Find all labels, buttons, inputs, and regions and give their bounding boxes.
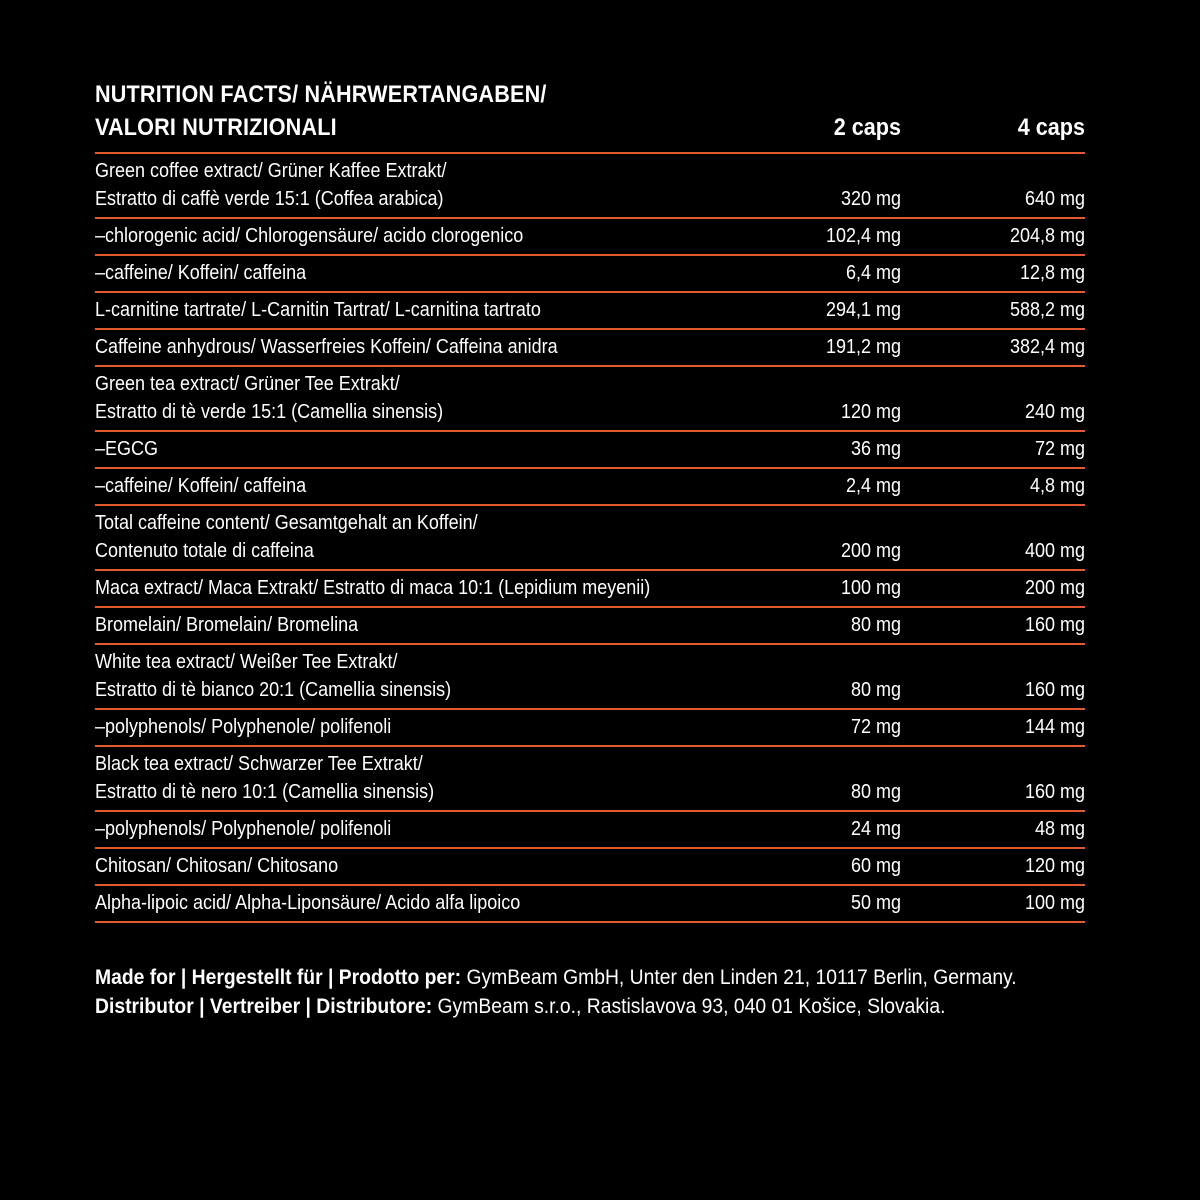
amount-2-caps: 100 mg: [840, 577, 901, 599]
table-body: [95, 154, 1085, 923]
column-header-2-caps: 2 caps: [833, 114, 901, 141]
nutrient-name-line: Total caffeine content/ Gesamtgehalt an Koffein/: [95, 512, 478, 534]
amount-2-caps: 60 mg: [850, 855, 901, 877]
table-row: [95, 432, 1085, 469]
nutrient-name-line: Green tea extract/ Grüner Tee Extrakt/: [95, 373, 400, 395]
table-row: [95, 469, 1085, 506]
table-header: [95, 78, 1085, 154]
footer: [95, 963, 1105, 1021]
nutrient-name: [95, 648, 655, 704]
amount-4-caps: 204,8 mg: [1009, 225, 1085, 247]
nutrient-name: [95, 852, 655, 880]
table-row: [95, 154, 1085, 219]
table-row: [95, 645, 1085, 710]
amount-2-caps: 102,4 mg: [825, 225, 901, 247]
amount-4-caps: 640 mg: [1024, 188, 1085, 210]
table-row: [95, 710, 1085, 747]
made-for-label: Made for | Hergestellt für | Prodotto per:: [95, 966, 462, 989]
distributor-value: GymBeam s.r.o., Rastislavova 93, 040 01 Košice, Slovakia.: [432, 995, 946, 1018]
nutrient-name-line: Chitosan/ Chitosan/ Chitosano: [95, 855, 339, 877]
nutrient-name: [95, 333, 655, 361]
amount-2-caps: 72 mg: [850, 716, 901, 738]
amount-2-caps: 200 mg: [840, 540, 901, 562]
amount-4-caps: 588,2 mg: [1009, 299, 1085, 321]
nutrient-name: [95, 509, 655, 565]
table-row: [95, 812, 1085, 849]
nutrient-name: [95, 713, 655, 741]
nutrition-table: [95, 78, 1085, 923]
nutrient-name: [95, 296, 655, 324]
nutrient-name-line: Estratto di tè verde 15:1 (Camellia sinensis): [95, 401, 444, 423]
amount-2-caps: 320 mg: [840, 188, 901, 210]
amount-4-caps: 200 mg: [1024, 577, 1085, 599]
nutrient-name: [95, 222, 655, 250]
column-header-4-caps: 4 caps: [1017, 114, 1085, 141]
nutrient-name: [95, 889, 655, 917]
nutrient-name: [95, 370, 655, 426]
distributor-label: Distributor | Vertreiber | Distributore:: [95, 995, 433, 1018]
table-row: [95, 367, 1085, 432]
nutrient-name: [95, 472, 655, 500]
nutrient-name-line: Bromelain/ Bromelain/ Bromelina: [95, 614, 359, 636]
amount-2-caps: 50 mg: [850, 892, 901, 914]
table-row: [95, 256, 1085, 293]
amount-2-caps: 24 mg: [850, 818, 901, 840]
nutrient-name-line: –caffeine/ Koffein/ caffeina: [95, 262, 307, 284]
amount-4-caps: 240 mg: [1024, 401, 1085, 423]
amount-4-caps: 12,8 mg: [1019, 262, 1085, 284]
amount-2-caps: 191,2 mg: [825, 336, 901, 358]
nutrient-name: [95, 435, 655, 463]
nutrient-name-line: L-carnitine tartrate/ L-Carnitin Tartrat/ L-carnitina tartrato: [95, 299, 541, 321]
amount-4-caps: 400 mg: [1024, 540, 1085, 562]
table-row: [95, 330, 1085, 367]
amount-4-caps: 160 mg: [1024, 614, 1085, 636]
nutrient-name-line: –chlorogenic acid/ Chlorogensäure/ acido clorogenico: [95, 225, 524, 247]
nutrient-name-line: Black tea extract/ Schwarzer Tee Extrakt/: [95, 753, 423, 775]
amount-4-caps: 120 mg: [1024, 855, 1085, 877]
table-row: [95, 293, 1085, 330]
amount-2-caps: 6,4 mg: [845, 262, 901, 284]
table-row: [95, 886, 1085, 923]
amount-4-caps: 72 mg: [1034, 438, 1085, 460]
nutrient-name-line: Caffeine anhydrous/ Wasserfreies Koffein/ Caffeina anidra: [95, 336, 558, 358]
table-row: [95, 219, 1085, 256]
nutrient-name: [95, 259, 655, 287]
nutrient-name: [95, 611, 655, 639]
table-row: [95, 608, 1085, 645]
nutrient-name-line: Green coffee extract/ Grüner Kaffee Extrakt/: [95, 160, 447, 182]
amount-4-caps: 144 mg: [1024, 716, 1085, 738]
nutrient-name-line: –caffeine/ Koffein/ caffeina: [95, 475, 307, 497]
amount-2-caps: 36 mg: [850, 438, 901, 460]
table-title: [95, 78, 655, 144]
nutrient-name: [95, 750, 655, 806]
amount-4-caps: 4,8 mg: [1029, 475, 1085, 497]
amount-2-caps: 120 mg: [840, 401, 901, 423]
nutrient-name-line: Maca extract/ Maca Extrakt/ Estratto di maca 10:1 (Lepidium meyenii): [95, 577, 651, 599]
nutrient-name: [95, 574, 655, 602]
table-row: [95, 849, 1085, 886]
nutrient-name: [95, 815, 655, 843]
made-for-line: [95, 963, 1024, 992]
table-row: [95, 571, 1085, 608]
title-line-1: NUTRITION FACTS/ NÄHRWERTANGABEN/: [95, 81, 547, 108]
nutrient-name-line: Estratto di caffè verde 15:1 (Coffea arabica): [95, 188, 444, 210]
amount-2-caps: 80 mg: [850, 781, 901, 803]
nutrient-name-line: Estratto di tè nero 10:1 (Camellia sinensis): [95, 781, 435, 803]
title-line-2: VALORI NUTRIZIONALI: [95, 114, 337, 141]
amount-2-caps: 2,4 mg: [845, 475, 901, 497]
distributor-line: [95, 992, 1024, 1021]
nutrient-name-line: Alpha-lipoic acid/ Alpha-Liponsäure/ Acido alfa lipoico: [95, 892, 521, 914]
table-row: [95, 747, 1085, 812]
amount-4-caps: 160 mg: [1024, 679, 1085, 701]
amount-4-caps: 48 mg: [1034, 818, 1085, 840]
amount-4-caps: 100 mg: [1024, 892, 1085, 914]
nutrient-name-line: –polyphenols/ Polyphenole/ polifenoli: [95, 818, 392, 840]
nutrient-name-line: –polyphenols/ Polyphenole/ polifenoli: [95, 716, 392, 738]
amount-4-caps: 160 mg: [1024, 781, 1085, 803]
nutrient-name: [95, 157, 655, 213]
nutrient-name-line: White tea extract/ Weißer Tee Extrakt/: [95, 651, 398, 673]
amount-4-caps: 382,4 mg: [1009, 336, 1085, 358]
amount-2-caps: 294,1 mg: [825, 299, 901, 321]
nutrient-name-line: –EGCG: [95, 438, 159, 460]
table-row: [95, 506, 1085, 571]
amount-2-caps: 80 mg: [850, 679, 901, 701]
nutrient-name-line: Contenuto totale di caffeina: [95, 540, 314, 562]
amount-2-caps: 80 mg: [850, 614, 901, 636]
nutrient-name-line: Estratto di tè bianco 20:1 (Camellia sinensis): [95, 679, 452, 701]
made-for-value: GymBeam GmbH, Unter den Linden 21, 10117 Berlin, Germany.: [461, 966, 1017, 989]
